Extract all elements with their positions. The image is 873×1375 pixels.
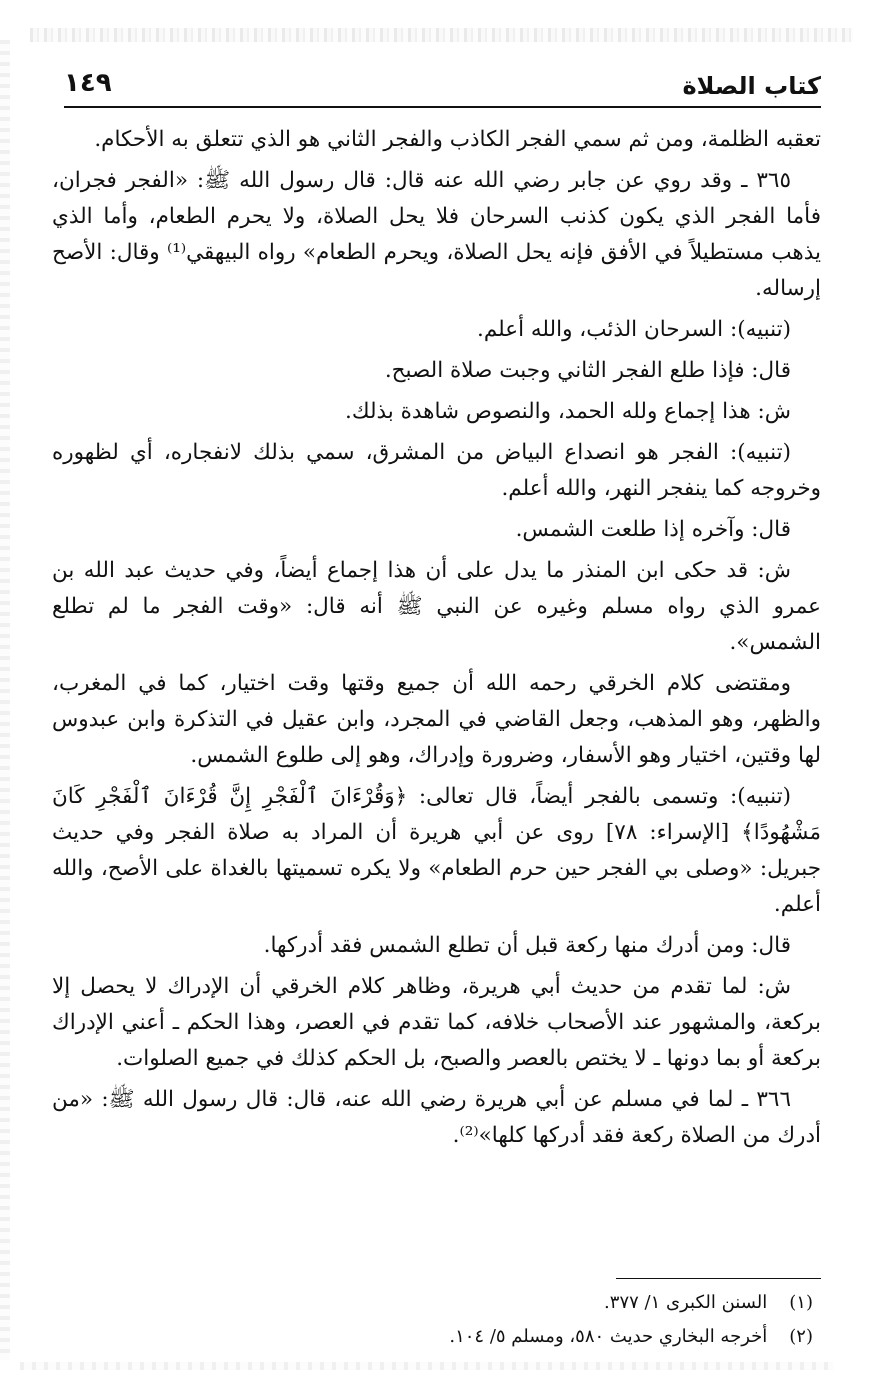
paragraph: ٣٦٥ ـ وقد روي عن جابر رضي الله عنه قال: قال رسول الله ﷺ: «الفجر فجران، فأما الفجر الذي يكون كذنب السرحان فلا يحل الصلاة، ولا يحرم الطعام، وأما الذي يذهب مستطيلاً في الأفق فإنه يحل الصلاة، ويحرم الطعام» رواه البيهقي⁽¹⁾ وقال: الأصح إرساله. [52, 168, 821, 301]
body-text [52, 122, 821, 1159]
footnote [60, 1286, 813, 1320]
paragraph: ٣٦٦ ـ لما في مسلم عن أبي هريرة رضي الله عنه، قال: قال رسول الله ﷺ: «من أدرك من الصلاة ركعة فقد أدركها كلها»⁽²⁾. [52, 1087, 821, 1148]
page-header [64, 62, 821, 108]
paragraph: قال: وآخره إذا طلعت الشمس. [515, 517, 791, 542]
footnote-rule [616, 1278, 821, 1279]
footnote [60, 1320, 813, 1354]
paragraph: ش: هذا إجماع ولله الحمد، والنصوص شاهدة بذلك. [345, 399, 791, 424]
paragraph: قال: ومن أدرك منها ركعة قبل أن تطلع الشمس فقد أدركها. [263, 933, 791, 958]
footnote-number: (١) [789, 1292, 813, 1313]
scan-noise-top [30, 28, 853, 42]
paragraph: ومقتضى كلام الخرقي رحمه الله أن جميع وقتها وقت اختيار، كما في المغرب، والظهر، وهو المذهب، وجعل القاضي في المجرد، وابن عقيل في التذكرة وابن عبدوس لها وقتين، اختيار وهو الأسفار، وضرورة وإدراك، وهو إلى طلوع الشمس. [52, 671, 821, 768]
paragraph: (تنبيه): الفجر هو انصداع البياض من المشرق، سمي بذلك لانفجاره، أي لظهوره وخروجه كما ينفجر النهر، والله أعلم. [52, 440, 821, 501]
footnotes [60, 1286, 813, 1354]
running-title: كتاب الصلاة [682, 72, 821, 100]
paragraph: تعقبه الظلمة، ومن ثم سمي الفجر الكاذب والفجر الثاني هو الذي تتعلق به الأحكام. [94, 127, 821, 152]
footnote-number: (٢) [789, 1326, 813, 1347]
scan-noise-left [0, 40, 10, 1360]
footnote-text: السنن الكبرى ١/ ٣٧٧. [604, 1292, 768, 1313]
scan-noise-bottom [20, 1362, 833, 1370]
paragraph: قال: فإذا طلع الفجر الثاني وجبت صلاة الصبح. [384, 358, 791, 383]
paragraph: ش: لما تقدم من حديث أبي هريرة، وظاهر كلام الخرقي أن الإدراك لا يحصل إلا بركعة، والمشهور عند الأصحاب خلافه، كما تقدم في العصر، وهذا الحكم ـ أعني الإدراك بركعة أو بما دونها ـ لا يختص بالعصر والصبح، بل الحكم كذلك في جميع الصلوات. [52, 974, 821, 1071]
footnote-text: أخرجه البخاري حديث ٥٨٠، ومسلم ٥/ ١٠٤. [449, 1326, 768, 1347]
paragraph: ش: قد حكى ابن المنذر ما يدل على أن هذا إجماع أيضاً، وفي حديث عبد الله بن عمرو الذي رواه مسلم وغيره عن النبي ﷺ أنه قال: «وقت الفجر ما لم تطلع الشمس». [52, 558, 821, 655]
paragraph: (تنبيه): وتسمى بالفجر أيضاً، قال تعالى: ﴿وَقُرْءَانَ ٱلْفَجْرِ إِنَّ قُرْءَانَ ٱلْفَجْرِ كَانَ مَشْهُودًا﴾ [الإسراء: ٧٨] روى عن أبي هريرة أن المراد به صلاة الفجر وفي حديث جبريل: «وصلى بي الفجر حين حرم الطعام» ولا يكره تسميتها بالغداة على الأصح، والله أعلم. [52, 784, 822, 917]
page-number: ١٤٩ [64, 68, 112, 98]
paragraph: (تنبيه): السرحان الذئب، والله أعلم. [477, 317, 791, 342]
